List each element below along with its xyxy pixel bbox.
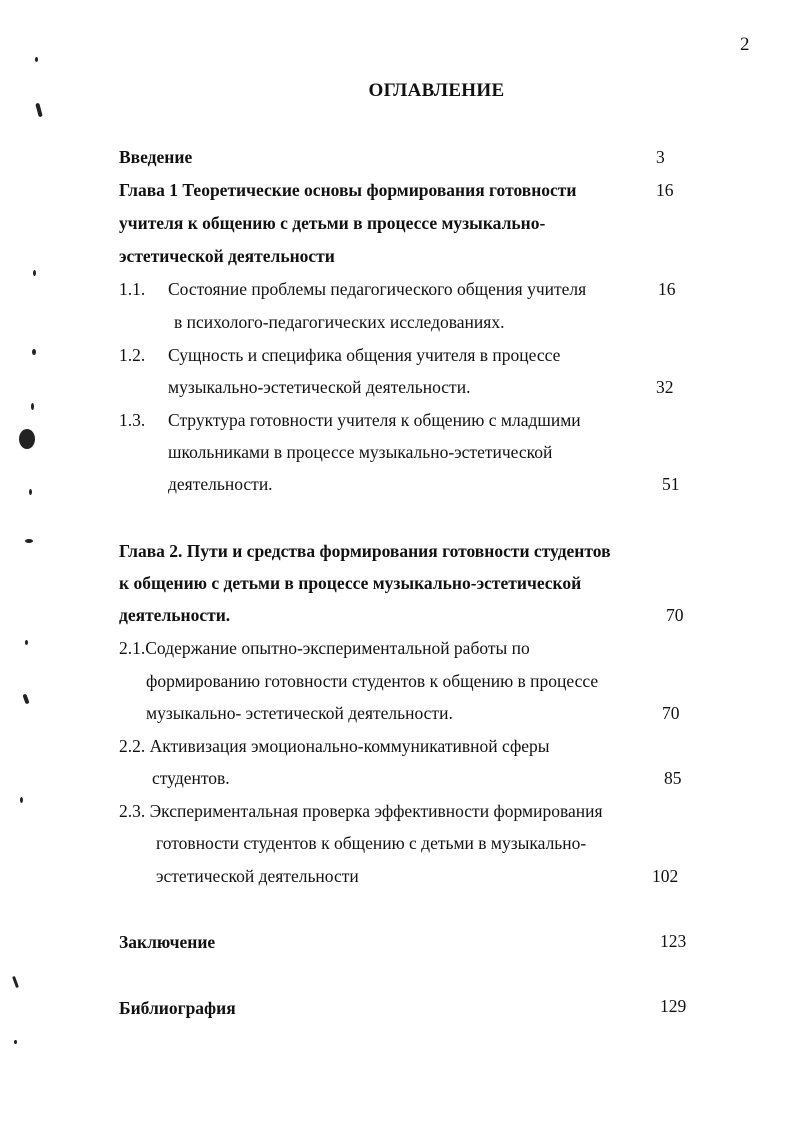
- scan-speck: [22, 694, 29, 705]
- toc-section-page: 51: [662, 474, 680, 494]
- scan-speck: [12, 976, 19, 988]
- toc-section-line: 2.3. Экспериментальная проверка эффективности формирования: [119, 801, 603, 821]
- toc-section-line: в психолого-педагогических исследованиях.: [174, 312, 505, 332]
- toc-entry-bibliography-page: 129: [660, 996, 687, 1016]
- toc-section-page: 70: [662, 703, 680, 723]
- toc-section-number: 1.1.: [119, 279, 146, 299]
- scan-speck: [29, 489, 32, 495]
- scan-speck: [35, 103, 42, 118]
- toc-section-page: 32: [656, 377, 674, 397]
- toc-section-line: Состояние проблемы педагогического общения учителя: [168, 279, 587, 299]
- scan-speck: [25, 640, 28, 645]
- toc-section-line: Сущность и специфика общения учителя в процессе: [168, 345, 561, 365]
- toc-chapter1-line: эстетической деятельности: [119, 246, 335, 266]
- toc-chapter1-page: 16: [656, 180, 674, 200]
- toc-section-page: 85: [664, 768, 682, 788]
- scan-speck: [31, 403, 34, 410]
- toc-entry-intro-page: 3: [656, 147, 665, 167]
- toc-entry-intro: Введение: [119, 147, 193, 167]
- toc-section-line: Структура готовности учителя к общению с младшими: [168, 410, 581, 430]
- page-number: 2: [740, 34, 750, 55]
- toc-section-line: готовности студентов к общению с детьми в музыкально-: [156, 833, 587, 853]
- toc-chapter1-line: Глава 1 Теоретические основы формирования готовности: [119, 180, 577, 200]
- toc-section-number: 1.3.: [119, 410, 146, 430]
- scan-speck: [35, 57, 38, 62]
- scan-speck: [14, 1040, 17, 1044]
- toc-entry-conclusion-page: 123: [660, 931, 687, 951]
- scan-speck: [25, 539, 33, 543]
- toc-section-line: музыкально- эстетической деятельности.: [146, 703, 453, 723]
- toc-chapter2-line: к общению с детьми в процессе музыкально-эстетической: [119, 573, 582, 593]
- toc-section-number: 1.2.: [119, 345, 146, 365]
- scan-speck: [32, 349, 36, 355]
- toc-section-line: эстетической деятельности: [156, 866, 359, 886]
- scan-speck: [19, 429, 35, 449]
- scan-speck: [20, 797, 23, 803]
- toc-section-line: формированию готовности студентов к общению в процессе: [146, 671, 599, 691]
- scan-speck: [33, 270, 36, 276]
- toc-heading: ОГЛАВЛЕНИЕ: [368, 80, 505, 101]
- toc-section-line: 2.1.Содержание опытно-экспериментальной работы по: [119, 638, 530, 658]
- toc-section-line: школьниками в процессе музыкально-эстетической: [168, 442, 553, 462]
- toc-chapter1-line: учителя к общению с детьми в процессе музыкально-: [119, 213, 546, 233]
- toc-chapter2-page: 70: [666, 605, 684, 625]
- toc-entry-conclusion: Заключение: [119, 932, 216, 952]
- toc-section-page: 16: [658, 279, 676, 299]
- toc-section-page: 102: [652, 866, 679, 886]
- toc-entry-bibliography: Библиография: [119, 998, 236, 1018]
- toc-chapter2-line: Глава 2. Пути и средства формирования готовности студентов: [119, 541, 611, 561]
- toc-chapter2-line: деятельности.: [119, 605, 231, 625]
- toc-section-line: студентов.: [152, 768, 230, 788]
- toc-section-line: 2.2. Активизация эмоционально-коммуникативной сферы: [119, 736, 550, 756]
- toc-section-line: деятельности.: [168, 474, 273, 494]
- toc-section-line: музыкально-эстетической деятельности.: [168, 377, 471, 397]
